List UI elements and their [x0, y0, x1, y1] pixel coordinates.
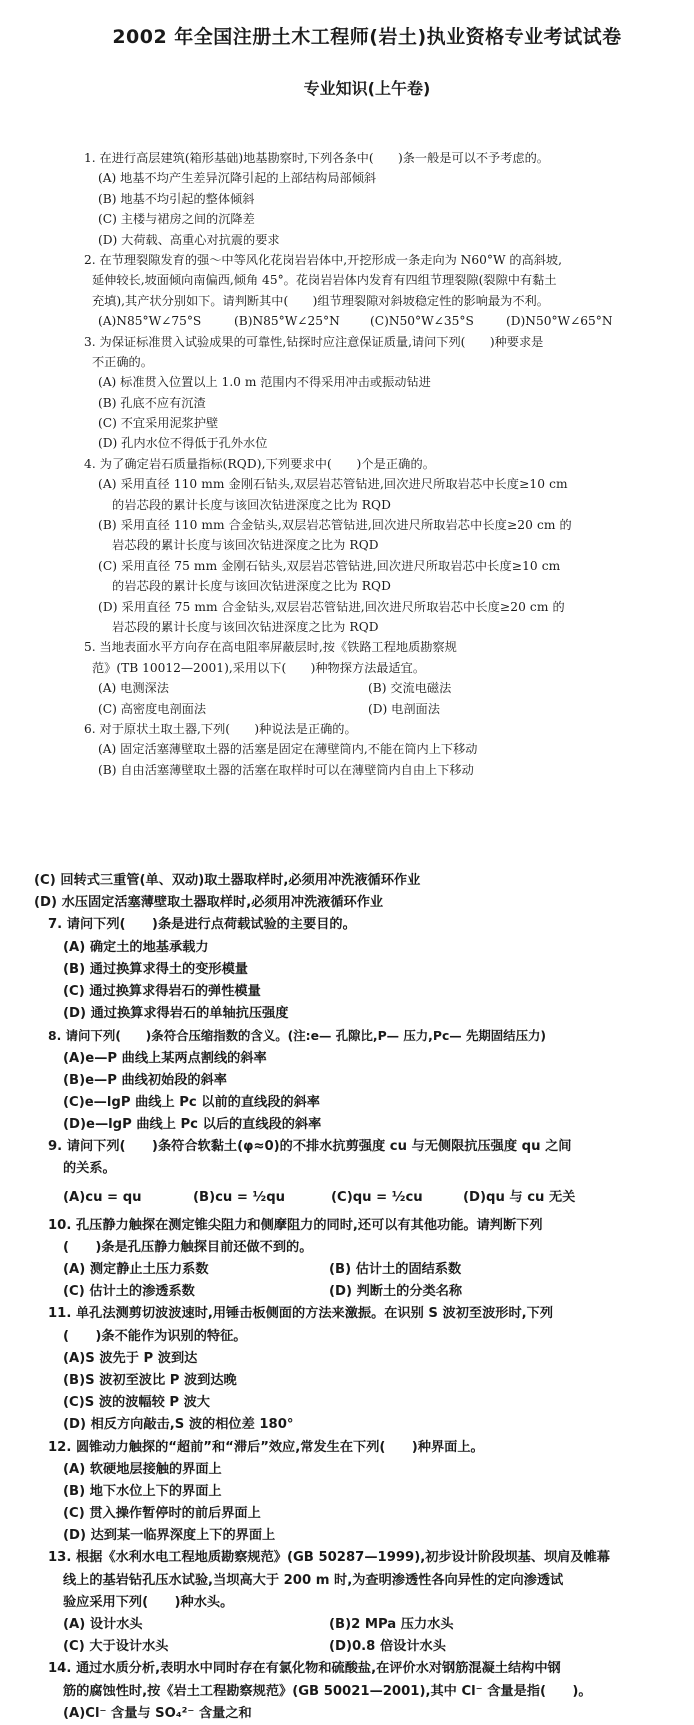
question-6-cont	[0, 870, 694, 914]
option-d: (D) 达到某一临界深度上下的界面上	[63, 1528, 276, 1544]
option-d: (D)0.8 倍设计水头	[329, 1639, 446, 1655]
option-a: (A)e—P 曲线上某两点割线的斜率	[63, 1050, 267, 1066]
question-8	[0, 1025, 694, 1136]
question-stem: 5. 当地表面水平方向存在高电阻率屏蔽层时,按《铁路工程地质勘察规	[84, 640, 457, 655]
option-a: (A) 电测深法	[98, 681, 169, 696]
option-c: (C) 估计土的渗透系数	[63, 1284, 195, 1300]
option-c: (C)N50°W∠35°S	[370, 314, 474, 329]
page-subtitle: 专业知识(上午卷)	[303, 79, 431, 98]
option-d: (D) 采用直径 75 mm 合金钻头,双层岩芯管钻进,回次进尺所取岩芯中长度≥20 cm 的	[98, 599, 565, 614]
question-5	[0, 637, 694, 719]
question-stem: 7. 请问下列( )条是进行点荷载试验的主要目的。	[48, 917, 356, 933]
option-a: (A) 确定土的地基承载力	[63, 939, 209, 955]
option-a: (A)Cl⁻ 含量与 SO₄²⁻ 含量之和	[63, 1705, 252, 1721]
option-c: (C) 通过换算求得岩石的弹性模量	[63, 983, 261, 999]
option-b: (B) 交流电磁法	[368, 681, 452, 696]
option-b: (B) 通过换算求得土的变形模量	[63, 961, 248, 977]
question-stem-cont: 线上的基岩钻孔压水试验,当坝高大于 200 m 时,为查明渗透性各向异性的定向渗透试	[63, 1572, 564, 1588]
option-b-cont: 岩芯段的累计长度与该回次钻进深度之比为 RQD	[112, 538, 379, 553]
question-stem-cont: ( )条是孔压静力触探目前还做不到的。	[63, 1239, 313, 1255]
options-row	[0, 699, 694, 719]
option-b: (B) 地基不均引起的整体倾斜	[98, 191, 255, 206]
options-row	[0, 311, 694, 331]
question-4	[0, 454, 694, 638]
option-c: (C) 高密度电剖面法	[98, 701, 207, 716]
question-9	[0, 1136, 694, 1214]
question-2	[0, 250, 694, 332]
option-d: (D) 孔内水位不得低于孔外水位	[98, 436, 268, 451]
option-a: (A)cu = qu	[63, 1189, 142, 1205]
option-d: (D) 判断土的分类名称	[329, 1284, 463, 1300]
option-a: (A) 采用直径 110 mm 金刚石钻头,双层岩芯管钻进,回次进尺所取岩芯中长度≥10 cm	[98, 477, 568, 492]
questions-part-a	[0, 148, 694, 780]
option-c: (C)S 波的波幅较 P 波大	[63, 1395, 210, 1411]
options-row	[0, 1181, 694, 1215]
options-row	[0, 1636, 694, 1658]
option-c-cont: 的岩芯段的累计长度与该回次钻进深度之比为 RQD	[112, 579, 391, 594]
option-d: (D) 通过换算求得岩石的单轴抗压强度	[63, 1006, 289, 1022]
option-b: (B)N85°W∠25°N	[234, 314, 340, 329]
question-6	[0, 719, 694, 780]
option-b: (B) 采用直径 110 mm 合金钻头,双层岩芯管钻进,回次进尺所取岩芯中长度≥20 cm 的	[98, 518, 572, 533]
option-b: (B) 估计土的固结系数	[329, 1262, 462, 1277]
question-3	[0, 332, 694, 454]
question-stem-cont: 范》(TB 10012—2001),采用以下( )种物探方法最适宜。	[92, 660, 426, 675]
question-7	[0, 914, 694, 1025]
option-c: (C) 大于设计水头	[63, 1639, 169, 1655]
question-stem: 6. 对于原状土取土器,下列( )种说法是正确的。	[84, 721, 357, 736]
option-a: (A) 固定活塞薄壁取土器的活塞是固定在薄壁筒内,不能在筒内上下移动	[98, 742, 478, 757]
option-b: (B) 孔底不应有沉渣	[98, 395, 206, 410]
option-d: (D)qu 与 cu 无关	[463, 1189, 576, 1205]
question-11	[0, 1303, 694, 1436]
option-b: (B)e—P 曲线初始段的斜率	[63, 1072, 227, 1088]
option-d-cont: 岩芯段的累计长度与该回次钻进深度之比为 RQD	[112, 619, 379, 634]
question-stem: 12. 圆锥动力触探的“超前”和“滞后”效应,常发生在下列( )种界面上。	[48, 1439, 484, 1455]
question-stem-cont: 延伸较长,坡面倾向南偏西,倾角 45°。花岗岩岩体内发育有四组节理裂隙(裂隙中有黏土	[92, 273, 557, 288]
question-stem-cont: 不正确的。	[92, 354, 153, 369]
option-d: (D) 相反方向敲击,S 波的相位差 180°	[63, 1417, 294, 1433]
question-stem: 9. 请问下列( )条符合软黏土(φ≈0)的不排水抗剪强度 cu 与无侧限抗压强度 qu 之间	[48, 1139, 572, 1155]
option-c: (C)e—lgP 曲线上 Pc 以前的直线段的斜率	[63, 1094, 320, 1110]
question-14	[0, 1658, 694, 1725]
question-stem-cont: 验应采用下列( )种水头。	[63, 1594, 234, 1610]
option-d: (D) 大荷载、高重心对抗震的要求	[98, 232, 280, 247]
question-stem: 10. 孔压静力触探在测定锥尖阻力和侧摩阻力的同时,还可以有其他功能。请判断下列	[48, 1217, 543, 1233]
option-a: (A)S 波先于 P 波到达	[63, 1350, 198, 1366]
option-b: (B)cu = ½qu	[193, 1189, 286, 1205]
question-stem: 4. 为了确定岩石质量指标(RQD),下列要求中( )个是正确的。	[84, 456, 436, 471]
option-b: (B) 自由活塞薄壁取土器的活塞在取样时可以在薄壁筒内自由上下移动	[98, 762, 474, 777]
option-c: (C) 主楼与裙房之间的沉降差	[98, 212, 255, 227]
option-b: (B)S 波初至波比 P 波到达晚	[63, 1372, 237, 1388]
options-row	[0, 1259, 694, 1281]
option-a: (A) 设计水头	[63, 1617, 143, 1632]
question-stem-cont: 的关系。	[63, 1161, 116, 1177]
question-stem: 2. 在节理裂隙发育的强～中等风化花岗岩岩体中,开挖形成一条走向为 N60°W 的高斜坡,	[84, 252, 562, 267]
question-10	[0, 1215, 694, 1304]
question-stem-cont: 充填),其产状分别如下。请判断其中( )组节理裂隙对斜坡稳定性的影响最为不利。	[92, 293, 549, 308]
option-c: (C) 回转式三重管(单、双动)取土器取样时,必须用冲洗液循环作业	[34, 873, 421, 888]
question-13	[0, 1547, 694, 1658]
options-row	[0, 1281, 694, 1303]
question-stem: 8. 请问下列( )条符合压缩指数的含义。(注:e— 孔隙比,P— 压力,Pc— 先期固结压力)	[48, 1028, 547, 1044]
page-title: 2002 年全国注册土木工程师(岩土)执业资格专业考试试卷	[112, 26, 622, 48]
option-a: (A) 软硬地层接触的界面上	[63, 1461, 222, 1477]
question-stem-cont: 筋的腐蚀性时,按《岩土工程勘察规范》(GB 50021—2001),其中 Cl⁻ 含量是指( )。	[63, 1683, 592, 1699]
option-c: (C) 不宜采用泥浆护壁	[98, 416, 219, 431]
question-stem: 13. 根据《水利水电工程地质勘察规范》(GB 50287—1999),初步设计阶段坝基、坝肩及帷幕	[48, 1550, 610, 1566]
option-a: (A)N85°W∠75°S	[98, 314, 202, 329]
option-a-cont: 的岩芯段的累计长度与该回次钻进深度之比为 RQD	[112, 497, 391, 512]
option-b: (B) 地下水位上下的界面上	[63, 1483, 222, 1499]
option-d: (D)N50°W∠65°N	[506, 314, 613, 329]
questions-part-b	[0, 870, 694, 1725]
question-stem: 11. 单孔法测剪切波波速时,用锤击板侧面的方法来激振。在识别 S 波初至波形时,下列	[48, 1306, 554, 1322]
question-stem: 3. 为保证标准贯入试验成果的可靠性,钻探时应注意保证质量,请问下列( )种要求是	[84, 334, 544, 349]
option-b: (B)2 MPa 压力水头	[329, 1617, 454, 1632]
question-1	[0, 148, 694, 250]
option-a: (A) 地基不均产生差异沉降引起的上部结构局部倾斜	[98, 171, 377, 186]
option-c: (C) 采用直径 75 mm 金刚石钻头,双层岩芯管钻进,回次进尺所取岩芯中长度≥10 cm	[98, 558, 561, 573]
options-row	[0, 678, 694, 698]
option-c: (C)qu = ½cu	[331, 1189, 423, 1205]
option-a: (A) 标准贯入位置以上 1.0 m 范围内不得采用冲击或振动钻进	[98, 375, 431, 390]
question-stem: 14. 通过水质分析,表明水中同时存在有氯化物和硫酸盐,在评价水对钢筋混凝土结构中钢	[48, 1661, 561, 1677]
option-d: (D)e—lgP 曲线上 Pc 以后的直线段的斜率	[63, 1117, 322, 1133]
option-d: (D) 水压固定活塞薄壁取土器取样时,必须用冲洗液循环作业	[34, 895, 384, 911]
option-d: (D) 电剖面法	[368, 701, 440, 716]
question-stem-cont: ( )条不能作为识别的特征。	[63, 1328, 247, 1344]
question-stem: 1. 在进行高层建筑(箱形基础)地基勘察时,下列各条中( )条一般是可以不予考虑的。	[84, 151, 549, 165]
option-c: (C) 贯入操作暂停时的前后界面上	[63, 1506, 261, 1522]
options-row	[0, 1614, 694, 1636]
question-12	[0, 1437, 694, 1548]
option-a: (A) 测定静止土压力系数	[63, 1262, 209, 1277]
